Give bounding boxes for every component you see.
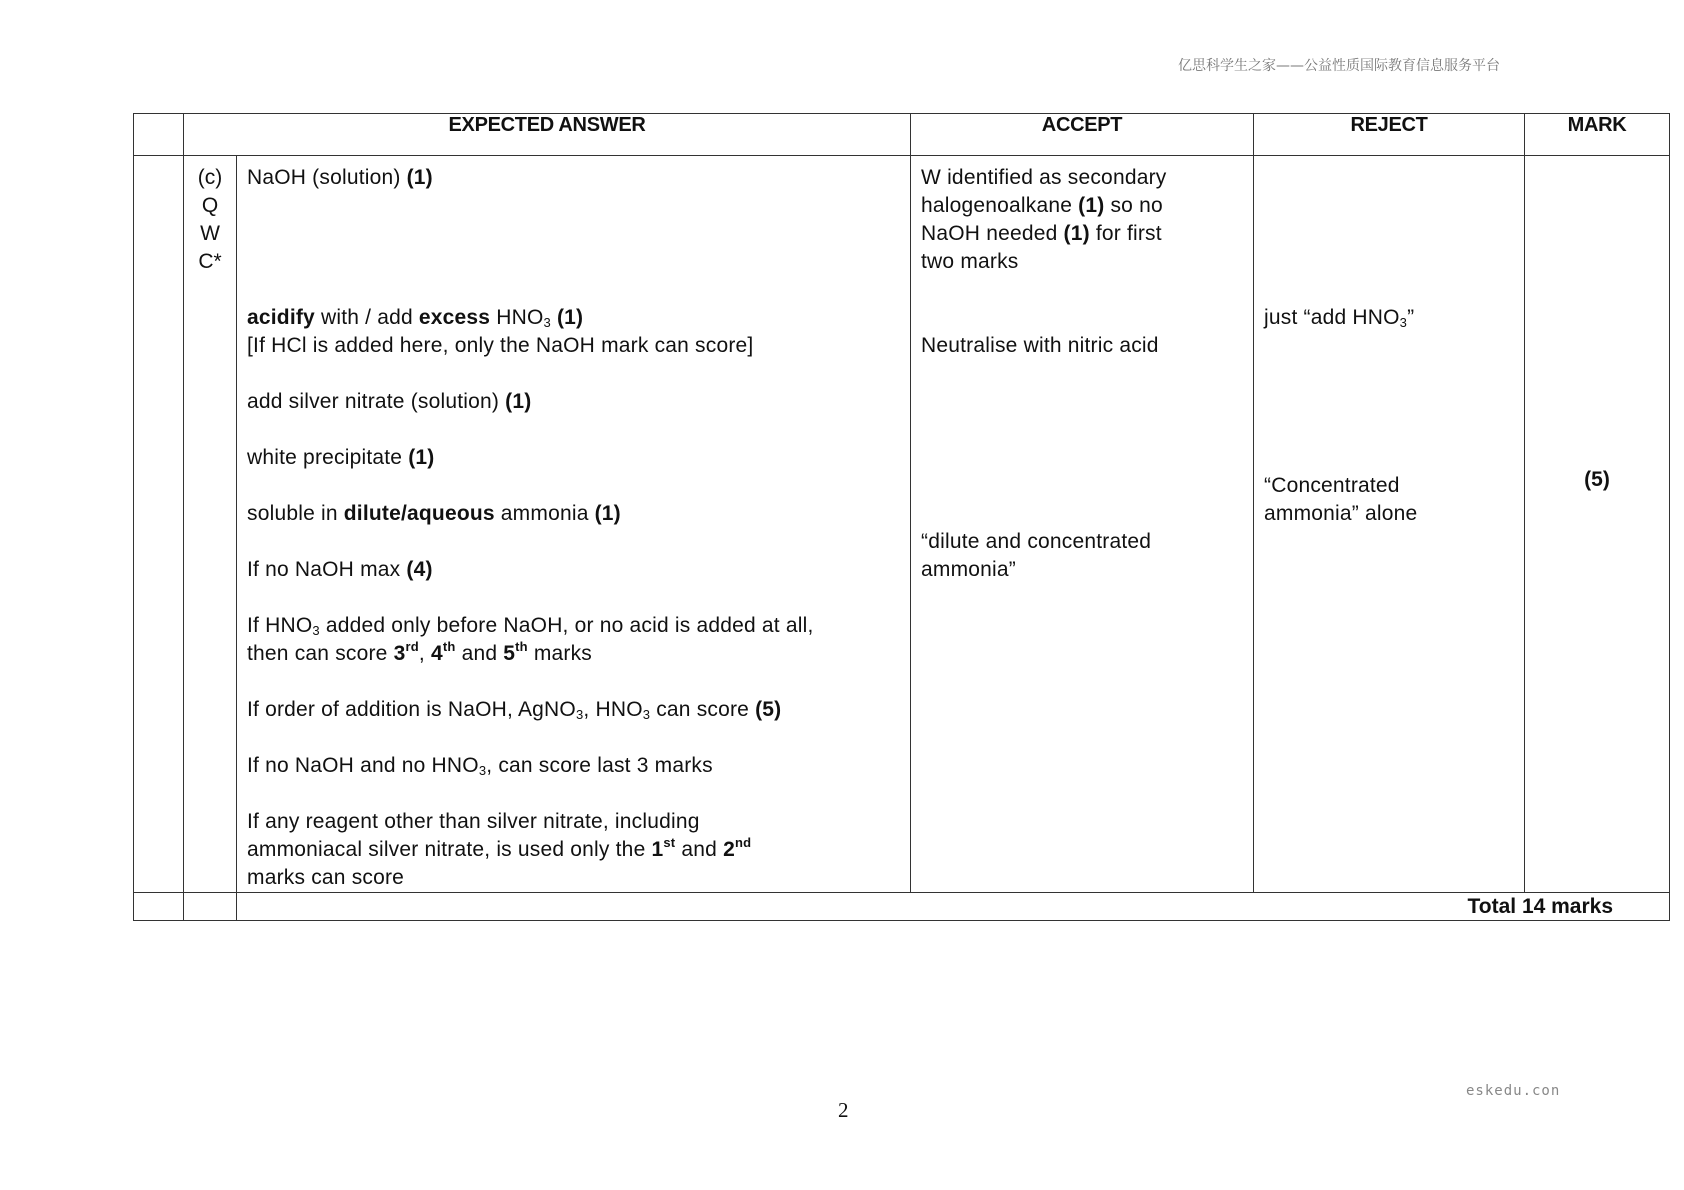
- answer-other-reagent: If any reagent other than silver nitrate, including ammoniacal silver nitrate, is used only the 1st and 2nd marks can score: [247, 810, 752, 889]
- page-number: 2: [838, 1098, 849, 1122]
- header-mark: MARK: [1525, 114, 1670, 156]
- row-blank-cell: [134, 156, 184, 893]
- answer-white-precipitate: white precipitate (1): [247, 446, 435, 469]
- header-accept: ACCEPT: [911, 114, 1254, 156]
- answer-no-naoh: If no NaOH max (4): [247, 558, 433, 581]
- qwc-w: W: [200, 222, 220, 245]
- answer-acidify: acidify with / add excess $HNO_3$ (1) [If HCl is added here, only the NaOH mark can score]: [247, 306, 754, 357]
- answer-hno3-order: If $HNO_3$ added only before NaOH, or no acid is added at all, then can score 3rd, 4th and 5th marks: [247, 614, 814, 665]
- answer-silver-nitrate: add silver nitrate (solution) (1): [247, 390, 532, 413]
- header-reject: REJECT: [1254, 114, 1525, 156]
- qwc-c: C*: [198, 250, 222, 273]
- accept-neutralise: Neutralise with nitric acid: [921, 334, 1159, 357]
- reject-concentrated-ammonia: “Concentrated ammonia” alone: [1264, 474, 1418, 525]
- answer-row: [134, 156, 1670, 893]
- total-blank-1: [134, 893, 184, 921]
- header-row: [134, 114, 1670, 156]
- total-blank-2: [184, 893, 237, 921]
- answer-soluble: soluble in dilute/aqueous ammonia (1): [247, 502, 621, 525]
- header-expected: EXPECTED ANSWER: [184, 114, 911, 156]
- accept-cell: [911, 156, 1254, 893]
- mark-value: (5): [1584, 468, 1610, 491]
- answer-no-naoh-no-hno3: If no NaOH and no $HNO_3$, can score last 3 marks: [247, 754, 713, 778]
- accept-secondary-halogenoalkane: W identified as secondary halogenoalkane (1) so no NaOH needed (1) for first two marks: [921, 166, 1167, 273]
- footer-site: eskedu.con: [1466, 1083, 1561, 1099]
- expected-answer-cell: [237, 156, 911, 893]
- question-part: (c): [197, 166, 223, 189]
- total-marks: Total 14 marks: [237, 893, 1670, 921]
- header-note: 亿思科学生之家——公益性质国际教育信息服务平台: [1178, 58, 1500, 74]
- qwc-q: Q: [201, 194, 219, 217]
- answer-order-of-addition: If order of addition is NaOH, AgNO$_3$, $HNO_3$ can score (5): [247, 698, 782, 722]
- accept-dilute-concentrated: “dilute and concentrated ammonia”: [921, 530, 1152, 581]
- total-row: [134, 893, 1670, 921]
- mark-scheme-table: [133, 113, 1670, 921]
- mark-cell: [1525, 156, 1670, 893]
- header-blank: [134, 114, 184, 156]
- reject-just-hno3: just “add $HNO_3$”: [1264, 306, 1415, 330]
- question-label-cell: [184, 156, 237, 893]
- answer-naoh: NaOH (solution) (1): [247, 166, 433, 189]
- reject-cell: [1254, 156, 1525, 893]
